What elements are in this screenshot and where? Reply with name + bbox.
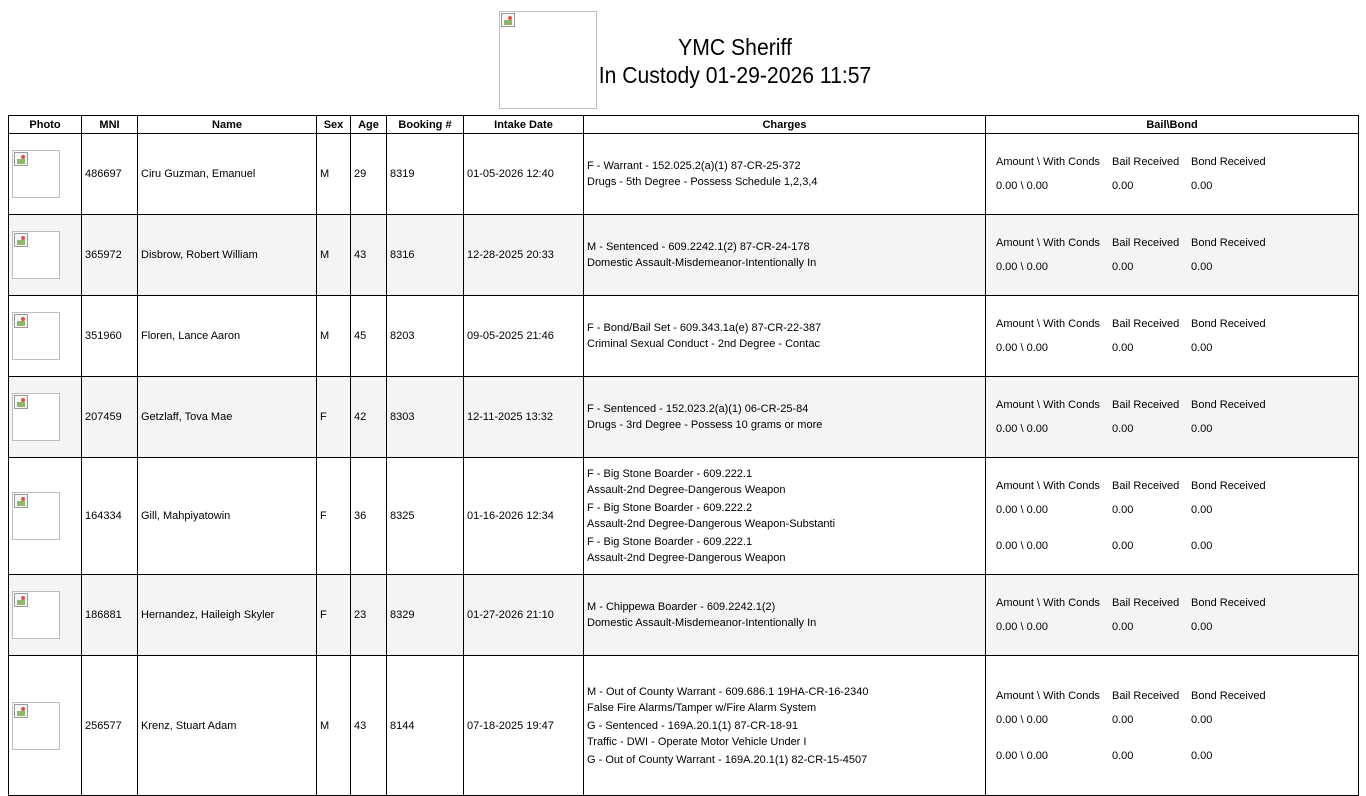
age-cell: 29 xyxy=(351,134,387,215)
bail-grid xyxy=(989,154,1355,194)
bail-bond-cell xyxy=(986,656,1359,796)
bail-bond-cell xyxy=(986,296,1359,377)
charge-code-line: M - Sentenced - 609.2242.1(2) 87-CR-24-178 xyxy=(587,241,810,253)
table-header-row xyxy=(9,116,1359,134)
charge-entry xyxy=(587,684,982,716)
intake-date-cell: 01-27-2026 21:10 xyxy=(464,575,584,656)
column-header-age: Age xyxy=(351,116,387,134)
mni-cell: 164334 xyxy=(82,458,138,575)
bail-received-label: Bail Received xyxy=(1112,597,1180,609)
intake-date-cell: 01-05-2026 12:40 xyxy=(464,134,584,215)
bail-header-row xyxy=(996,478,1348,494)
bail-header-row xyxy=(996,316,1348,332)
charge-code-line: F - Sentenced - 152.023.2(a)(1) 06-CR-25-84 xyxy=(587,403,809,415)
bond-received-label: Bond Received xyxy=(1191,480,1266,492)
booking-cell: 8316 xyxy=(387,215,464,296)
bond-received-label: Bond Received xyxy=(1191,597,1266,609)
name-cell: Getzlaff, Tova Mae xyxy=(138,377,317,458)
charge-description-line: Traffic - DWI - Operate Motor Vehicle Under I xyxy=(587,735,807,748)
photo-cell xyxy=(9,458,82,575)
charge-description-line: Assault-2nd Degree-Dangerous Weapon xyxy=(587,484,786,496)
bond-received-label: Bond Received xyxy=(1191,318,1266,330)
charge-code-line: G - Sentenced - 169A.20.1(1) 87-CR-18-91 xyxy=(587,719,798,732)
photo-cell xyxy=(9,134,82,215)
charge-code-line: F - Big Stone Boarder - 609.222.1 xyxy=(587,536,753,548)
charge-entry xyxy=(587,239,982,271)
charge-description-line: Criminal Sexual Conduct - 2nd Degree - Contac xyxy=(587,338,820,350)
bail-received-value: 0.00 xyxy=(1112,504,1134,516)
broken-image-icon xyxy=(14,152,28,166)
bail-values-row xyxy=(996,421,1348,437)
bail-grid xyxy=(989,316,1355,356)
bail-values-row xyxy=(996,178,1348,194)
roster-body xyxy=(9,134,1359,796)
age-cell: 43 xyxy=(351,656,387,796)
table-row xyxy=(9,215,1359,296)
charge-code-line: M - Chippewa Boarder - 609.2242.1(2) xyxy=(587,601,776,613)
bail-amount-value: 0.00 \ 0.00 xyxy=(996,423,1048,435)
broken-image-icon xyxy=(14,314,28,328)
table-row xyxy=(9,575,1359,656)
charge-entry xyxy=(587,718,982,750)
bail-bond-cell xyxy=(986,575,1359,656)
bond-received-value: 0.00 xyxy=(1191,749,1213,762)
bond-received-value: 0.00 xyxy=(1191,180,1213,192)
broken-image-icon xyxy=(14,494,28,508)
broken-image-icon xyxy=(501,13,515,27)
column-header-bail-bond: Bail\Bond xyxy=(986,116,1359,134)
bail-values-row xyxy=(996,748,1348,764)
bail-bond-cell xyxy=(986,377,1359,458)
age-cell: 43 xyxy=(351,215,387,296)
bail-received-label: Bail Received xyxy=(1112,399,1180,411)
bail-amount-value: 0.00 \ 0.00 xyxy=(996,261,1048,273)
column-header-sex: Sex xyxy=(317,116,351,134)
table-row xyxy=(9,656,1359,796)
bail-bond-cell xyxy=(986,215,1359,296)
bail-amount-label: Amount \ With Conds xyxy=(996,318,1100,330)
broken-image-icon xyxy=(14,233,28,247)
bail-received-value: 0.00 xyxy=(1112,261,1134,273)
mni-cell: 486697 xyxy=(82,134,138,215)
name-cell: Krenz, Stuart Adam xyxy=(138,656,317,796)
booking-cell: 8329 xyxy=(387,575,464,656)
mni-cell: 256577 xyxy=(82,656,138,796)
charge-entry xyxy=(587,534,982,566)
agency-name: YMC Sheriff xyxy=(678,34,792,60)
mni-cell: 365972 xyxy=(82,215,138,296)
bail-amount-value: 0.00 \ 0.00 xyxy=(996,713,1048,726)
bail-header-row xyxy=(996,235,1348,251)
broken-image-icon xyxy=(14,395,28,409)
bail-received-label: Bail Received xyxy=(1112,237,1180,249)
bail-amount-label: Amount \ With Conds xyxy=(996,597,1100,609)
bond-received-value: 0.00 xyxy=(1191,713,1213,726)
booking-cell: 8319 xyxy=(387,134,464,215)
bail-received-value: 0.00 xyxy=(1112,423,1134,435)
charge-entry xyxy=(587,320,982,352)
charge-code-line: M - Out of County Warrant - 609.686.1 19HA-CR-16-2340 xyxy=(587,685,869,698)
bond-received-label: Bond Received xyxy=(1191,399,1266,411)
bail-received-label: Bail Received xyxy=(1112,318,1180,330)
bail-amount-value: 0.00 \ 0.00 xyxy=(996,342,1048,354)
booking-cell: 8325 xyxy=(387,458,464,575)
bail-amount-label: Amount \ With Conds xyxy=(996,399,1100,411)
mni-cell: 186881 xyxy=(82,575,138,656)
charges-cell xyxy=(584,134,986,215)
name-cell: Gill, Mahpiyatowin xyxy=(138,458,317,575)
age-cell: 23 xyxy=(351,575,387,656)
charges-cell xyxy=(584,296,986,377)
bail-amount-label: Amount \ With Conds xyxy=(996,237,1100,249)
photo-cell xyxy=(9,656,82,796)
charge-entry xyxy=(587,401,982,433)
bail-amount-value: 0.00 \ 0.00 xyxy=(996,504,1048,516)
charge-code-line: F - Big Stone Boarder - 609.222.2 xyxy=(587,502,753,514)
age-cell: 45 xyxy=(351,296,387,377)
in-custody-table xyxy=(8,115,1359,796)
intake-date-cell: 01-16-2026 12:34 xyxy=(464,458,584,575)
report-title xyxy=(560,33,910,89)
bond-received-label: Bond Received xyxy=(1191,156,1266,168)
bond-received-value: 0.00 xyxy=(1191,261,1213,273)
bail-amount-value: 0.00 \ 0.00 xyxy=(996,749,1048,762)
bail-received-value: 0.00 xyxy=(1112,749,1134,762)
photo-cell xyxy=(9,575,82,656)
charges-cell xyxy=(584,458,986,575)
bail-grid xyxy=(989,595,1355,635)
charges-cell xyxy=(584,377,986,458)
charge-entry xyxy=(587,752,982,768)
charge-description-line: Drugs - 5th Degree - Possess Schedule 1,2,3,4 xyxy=(587,176,818,188)
photo-cell xyxy=(9,296,82,377)
intake-date-cell: 09-05-2025 21:46 xyxy=(464,296,584,377)
bail-grid xyxy=(989,478,1355,554)
sex-cell: M xyxy=(317,296,351,377)
bail-amount-label: Amount \ With Conds xyxy=(996,480,1100,492)
bond-received-value: 0.00 xyxy=(1191,540,1213,552)
custody-subtitle: In Custody 01-29-2026 11:57 xyxy=(598,62,872,88)
bond-received-label: Bond Received xyxy=(1191,689,1266,702)
sex-cell: F xyxy=(317,377,351,458)
column-header-name: Name xyxy=(138,116,317,134)
name-cell: Disbrow, Robert William xyxy=(138,215,317,296)
sex-cell: M xyxy=(317,134,351,215)
inmate-photo[interactable] xyxy=(12,702,60,750)
bail-values-row xyxy=(996,259,1348,275)
intake-date-cell: 07-18-2025 19:47 xyxy=(464,656,584,796)
charge-entry xyxy=(587,500,982,532)
bail-header-row xyxy=(996,154,1348,170)
age-cell: 36 xyxy=(351,458,387,575)
mni-cell: 207459 xyxy=(82,377,138,458)
bail-grid xyxy=(989,688,1355,764)
charge-description-line: Domestic Assault-Misdemeanor-Intentionally In xyxy=(587,257,817,269)
bail-grid xyxy=(989,397,1355,437)
charge-description-line: Domestic Assault-Misdemeanor-Intentionally In xyxy=(587,617,817,629)
charge-entry xyxy=(587,599,982,631)
table-row xyxy=(9,134,1359,215)
column-header-charges: Charges xyxy=(584,116,986,134)
charge-code-line: F - Bond/Bail Set - 609.343.1a(e) 87-CR-22-387 xyxy=(587,322,822,334)
table-row xyxy=(9,458,1359,575)
bail-received-label: Bail Received xyxy=(1112,480,1180,492)
bond-received-value: 0.00 xyxy=(1191,621,1213,633)
bail-amount-label: Amount \ With Conds xyxy=(996,156,1100,168)
inmate-photo[interactable] xyxy=(12,150,60,198)
inmate-photo[interactable] xyxy=(12,393,60,441)
mni-cell: 351960 xyxy=(82,296,138,377)
bond-received-value: 0.00 xyxy=(1191,423,1213,435)
photo-cell xyxy=(9,377,82,458)
bail-amount-label: Amount \ With Conds xyxy=(996,689,1100,702)
name-cell: Hernandez, Haileigh Skyler xyxy=(138,575,317,656)
charge-code-line: F - Big Stone Boarder - 609.222.1 xyxy=(587,468,753,480)
charges-cell xyxy=(584,215,986,296)
intake-date-cell: 12-11-2025 13:32 xyxy=(464,377,584,458)
table-row xyxy=(9,296,1359,377)
charge-description-line: False Fire Alarms/Tamper w/Fire Alarm System xyxy=(587,701,817,714)
bail-values-row xyxy=(996,538,1348,554)
charges-cell xyxy=(584,575,986,656)
bail-values-row xyxy=(996,502,1348,518)
charge-entry xyxy=(587,466,982,498)
bail-header-row xyxy=(996,397,1348,413)
bail-values-row xyxy=(996,619,1348,635)
bond-received-label: Bond Received xyxy=(1191,237,1266,249)
inmate-photo[interactable] xyxy=(12,492,60,540)
bail-grid xyxy=(989,235,1355,275)
bail-received-value: 0.00 xyxy=(1112,540,1134,552)
table-row xyxy=(9,377,1359,458)
bail-values-row xyxy=(996,712,1348,728)
charge-description-line: Assault-2nd Degree-Dangerous Weapon xyxy=(587,552,786,564)
bail-received-value: 0.00 xyxy=(1112,713,1134,726)
broken-image-icon xyxy=(14,593,28,607)
bail-bond-cell xyxy=(986,458,1359,575)
sex-cell: M xyxy=(317,215,351,296)
bail-values-row xyxy=(996,340,1348,356)
column-header-intake-date: Intake Date xyxy=(464,116,584,134)
column-header-booking: Booking # xyxy=(387,116,464,134)
bail-received-value: 0.00 xyxy=(1112,180,1134,192)
sex-cell: F xyxy=(317,458,351,575)
bail-received-value: 0.00 xyxy=(1112,342,1134,354)
name-cell: Ciru Guzman, Emanuel xyxy=(138,134,317,215)
intake-date-cell: 12-28-2025 20:33 xyxy=(464,215,584,296)
bail-received-label: Bail Received xyxy=(1112,156,1180,168)
charge-code-line: F - Warrant - 152.025.2(a)(1) 87-CR-25-372 xyxy=(587,160,801,172)
booking-cell: 8144 xyxy=(387,656,464,796)
inmate-photo[interactable] xyxy=(12,312,60,360)
bail-amount-value: 0.00 \ 0.00 xyxy=(996,540,1048,552)
bail-amount-value: 0.00 \ 0.00 xyxy=(996,180,1048,192)
charge-code-line: G - Out of County Warrant - 169A.20.1(1) 82-CR-15-4507 xyxy=(587,753,868,766)
bond-received-value: 0.00 xyxy=(1191,342,1213,354)
bail-amount-value: 0.00 \ 0.00 xyxy=(996,621,1048,633)
bail-received-value: 0.00 xyxy=(1112,621,1134,633)
charge-description-line: Drugs - 3rd Degree - Possess 10 grams or more xyxy=(587,419,823,431)
photo-cell xyxy=(9,215,82,296)
bail-header-row xyxy=(996,595,1348,611)
charge-entry xyxy=(587,158,982,190)
bond-received-value: 0.00 xyxy=(1191,504,1213,516)
bail-header-row xyxy=(996,688,1348,704)
inmate-photo[interactable] xyxy=(12,231,60,279)
broken-image-icon xyxy=(14,704,28,718)
bail-bond-cell xyxy=(986,134,1359,215)
age-cell: 42 xyxy=(351,377,387,458)
sex-cell: F xyxy=(317,575,351,656)
name-cell: Floren, Lance Aaron xyxy=(138,296,317,377)
charges-cell xyxy=(584,656,986,796)
inmate-photo[interactable] xyxy=(12,591,60,639)
bail-received-label: Bail Received xyxy=(1112,689,1180,702)
booking-cell: 8303 xyxy=(387,377,464,458)
booking-cell: 8203 xyxy=(387,296,464,377)
sex-cell: M xyxy=(317,656,351,796)
column-header-photo: Photo xyxy=(9,116,82,134)
charge-description-line: Assault-2nd Degree-Dangerous Weapon-Substanti xyxy=(587,518,836,530)
column-header-mni: MNI xyxy=(82,116,138,134)
